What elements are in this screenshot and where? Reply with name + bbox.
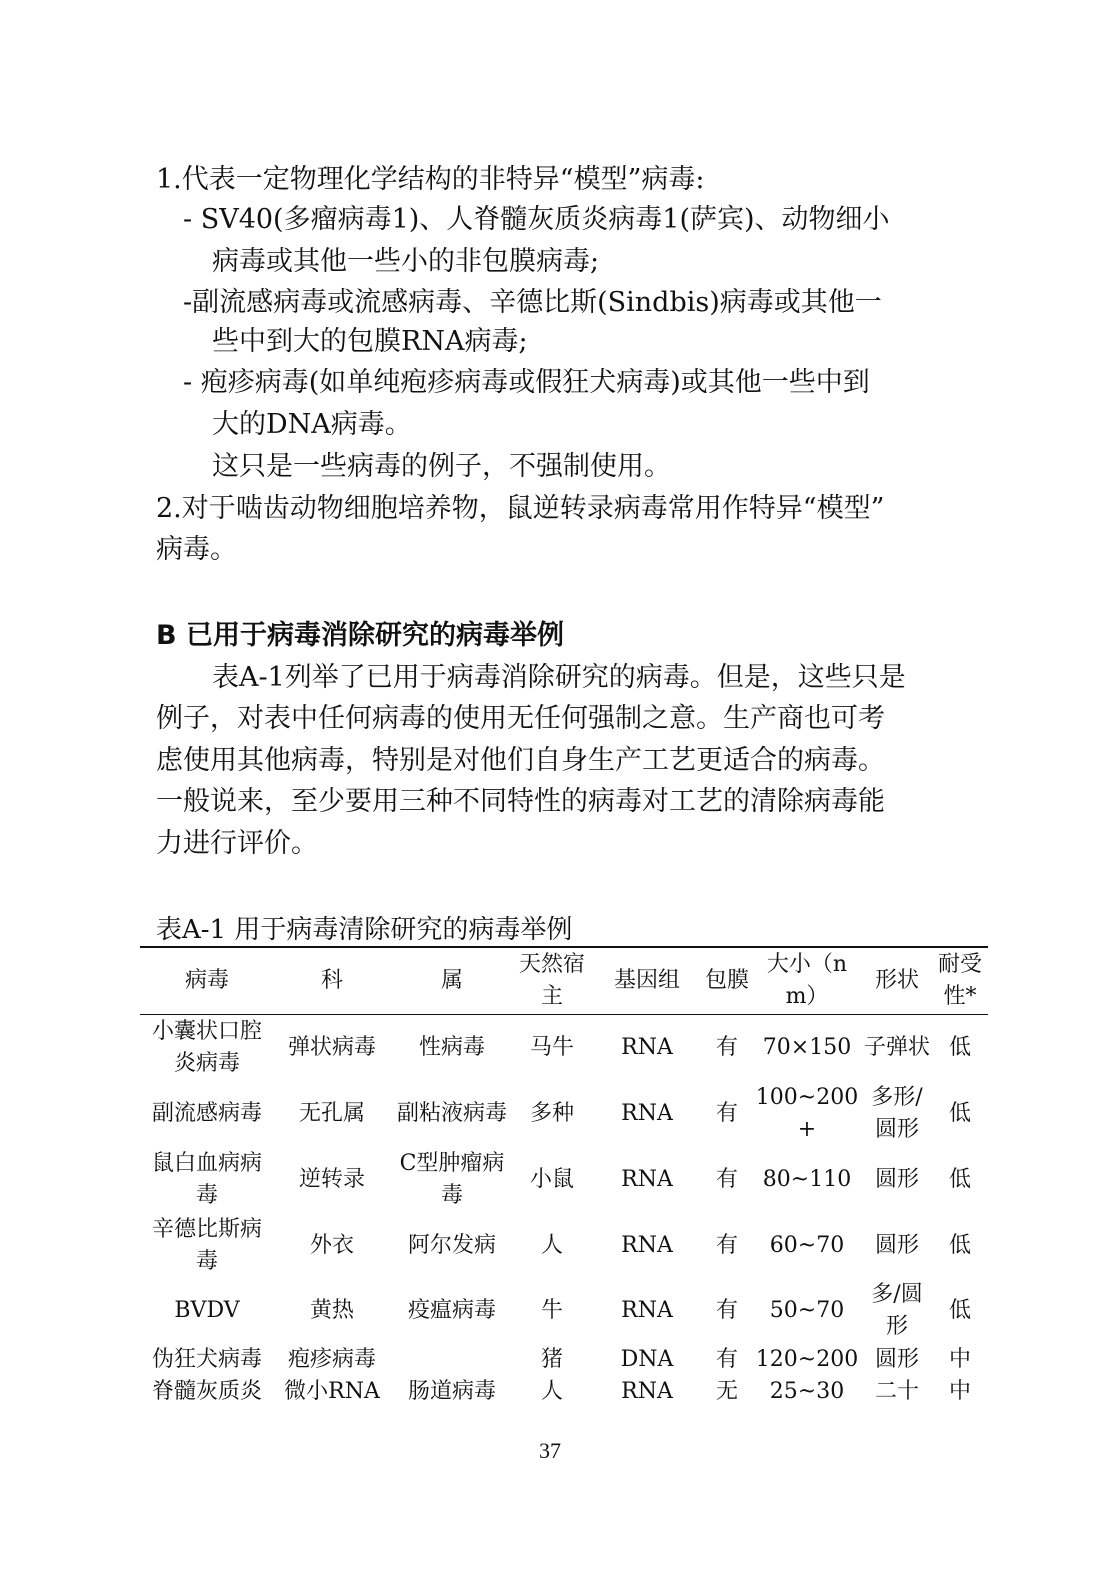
paragraph-line: 例子，对表中任何病毒的使用无任何强制之意。生产商也可考 xyxy=(156,703,885,734)
table-header-rule xyxy=(140,1014,988,1015)
table-cell: 逆转录 xyxy=(298,1167,365,1192)
table-cell: C型肿瘤病毒 xyxy=(399,1151,505,1208)
table-header-cell: 耐受性* xyxy=(937,952,982,1009)
body-line: 这只是一些病毒的例子，不强制使用。 xyxy=(212,451,671,482)
table-cell: RNA xyxy=(621,1167,673,1192)
table-cell: 多/圆形 xyxy=(871,1282,923,1339)
table-cell: RNA xyxy=(621,1233,673,1258)
table-cell: 低 xyxy=(948,1298,971,1323)
table-cell: 低 xyxy=(948,1101,971,1126)
body-line: - 疱疹病毒(如单纯疱疹病毒或假狂犬病毒)或其他一些中到 xyxy=(183,367,870,398)
table-cell: 120~200 xyxy=(755,1347,859,1372)
paragraph-line: 力进行评价。 xyxy=(156,828,318,859)
table-cell: 低 xyxy=(948,1233,971,1258)
table-cell: 无孔属 xyxy=(298,1101,365,1126)
table-cell: 圆形 xyxy=(874,1233,919,1258)
table-cell: 低 xyxy=(948,1167,971,1192)
table-cell: RNA xyxy=(621,1379,673,1404)
body-line: 病毒。 xyxy=(156,534,237,565)
table-cell: 外衣 xyxy=(309,1233,354,1258)
body-line: 些中到大的包膜RNA病毒; xyxy=(212,326,528,357)
table-cell: 小鼠 xyxy=(529,1167,574,1192)
table-cell: 副流感病毒 xyxy=(151,1101,262,1126)
table-header-cell: 属 xyxy=(440,968,463,993)
table-cell: RNA xyxy=(621,1101,673,1126)
page-number: 37 xyxy=(539,1438,561,1463)
table-cell: 伪狂犬病毒 xyxy=(151,1347,262,1372)
table-cell: 有 xyxy=(715,1035,738,1060)
table-header-cell: 病毒 xyxy=(184,968,229,993)
table-cell: 有 xyxy=(715,1298,738,1323)
table-cell: 微小RNA xyxy=(284,1379,380,1404)
table-cell: 25~30 xyxy=(769,1379,845,1404)
table-header-cell: 基因组 xyxy=(613,968,680,993)
table-cell: 肠道病毒 xyxy=(407,1379,496,1404)
table-cell: 性病毒 xyxy=(418,1035,485,1060)
table-cell: RNA xyxy=(621,1035,673,1060)
table-cell: 黄热 xyxy=(309,1298,354,1323)
table-header-cell: 科 xyxy=(320,968,343,993)
body-line: -副流感病毒或流感病毒、辛德比斯(Sindbis)病毒或其他一 xyxy=(183,287,882,318)
body-line: 病毒或其他一些小的非包膜病毒; xyxy=(212,246,600,277)
table-cell: 中 xyxy=(948,1379,971,1404)
table-cell: 圆形 xyxy=(874,1347,919,1372)
table-cell: DNA xyxy=(620,1347,674,1372)
table-cell: 子弹状 xyxy=(863,1035,930,1060)
table-cell: 疱疹病毒 xyxy=(287,1347,376,1372)
table-cell: 鼠白血病病毒 xyxy=(151,1151,262,1208)
table-cell xyxy=(392,1344,512,1376)
table-cell: 阿尔发病 xyxy=(407,1233,496,1258)
table-cell: 圆形 xyxy=(874,1167,919,1192)
body-line: 大的DNA病毒。 xyxy=(212,409,412,440)
table-cell: 人 xyxy=(540,1233,563,1258)
table-cell: 低 xyxy=(948,1035,971,1060)
table-cell: 副粘液病毒 xyxy=(396,1101,507,1126)
table-header-cell: 大小（nm） xyxy=(766,952,848,1009)
table-cell: 辛德比斯病毒 xyxy=(151,1217,262,1274)
table-cell: BVDV xyxy=(174,1298,240,1323)
table-cell: 马牛 xyxy=(529,1035,574,1060)
table-cell: 有 xyxy=(715,1233,738,1258)
table-cell: 人 xyxy=(540,1379,563,1404)
table-cell: 60~70 xyxy=(769,1233,845,1258)
table-cell: 脊髓灰质炎 xyxy=(151,1379,262,1404)
table-top-rule xyxy=(140,946,988,948)
table-cell: 猪 xyxy=(540,1347,563,1372)
table-header-cell: 包膜 xyxy=(704,968,749,993)
table-cell: 二十 xyxy=(874,1379,919,1404)
table-caption: 表A-1 用于病毒清除研究的病毒举例 xyxy=(156,915,573,945)
body-line: 2.对于啮齿动物细胞培养物，鼠逆转录病毒常用作特异“模型” xyxy=(156,493,885,524)
table-cell: RNA xyxy=(621,1298,673,1323)
table-header-cell: 形状 xyxy=(874,968,919,993)
table-cell: 疫瘟病毒 xyxy=(407,1298,496,1323)
table-cell: 有 xyxy=(715,1101,738,1126)
paragraph-line: 虑使用其他病毒，特别是对他们自身生产工艺更适合的病毒。 xyxy=(156,745,885,776)
table-cell: 100~200+ xyxy=(755,1085,859,1142)
table-cell: 多形/圆形 xyxy=(871,1085,923,1142)
table-cell: 弹状病毒 xyxy=(287,1035,376,1060)
table-header-cell: 天然宿主 xyxy=(518,952,585,1009)
paragraph-line: 一般说来，至少要用三种不同特性的病毒对工艺的清除病毒能 xyxy=(156,786,885,817)
body-line: - SV40(多瘤病毒1)、人脊髓灰质炎病毒1(萨宾)、动物细小 xyxy=(183,204,890,235)
paragraph-line: 表A-1列举了已用于病毒消除研究的病毒。但是，这些只是 xyxy=(212,662,906,693)
table-cell: 有 xyxy=(715,1347,738,1372)
table-cell: 80~110 xyxy=(762,1167,852,1192)
table-cell: 无 xyxy=(715,1379,738,1404)
table-cell: 50~70 xyxy=(769,1298,845,1323)
table-cell: 中 xyxy=(948,1347,971,1372)
body-line: 1.代表一定物理化学结构的非特异“模型”病毒: xyxy=(156,164,705,195)
table-cell: 多种 xyxy=(529,1101,574,1126)
table-cell: 牛 xyxy=(540,1298,563,1323)
table-cell: 有 xyxy=(715,1167,738,1192)
section-heading: B 已用于病毒消除研究的病毒举例 xyxy=(156,620,564,651)
table-cell: 70×150 xyxy=(762,1035,852,1060)
table-cell: 小囊状口腔炎病毒 xyxy=(151,1019,262,1076)
